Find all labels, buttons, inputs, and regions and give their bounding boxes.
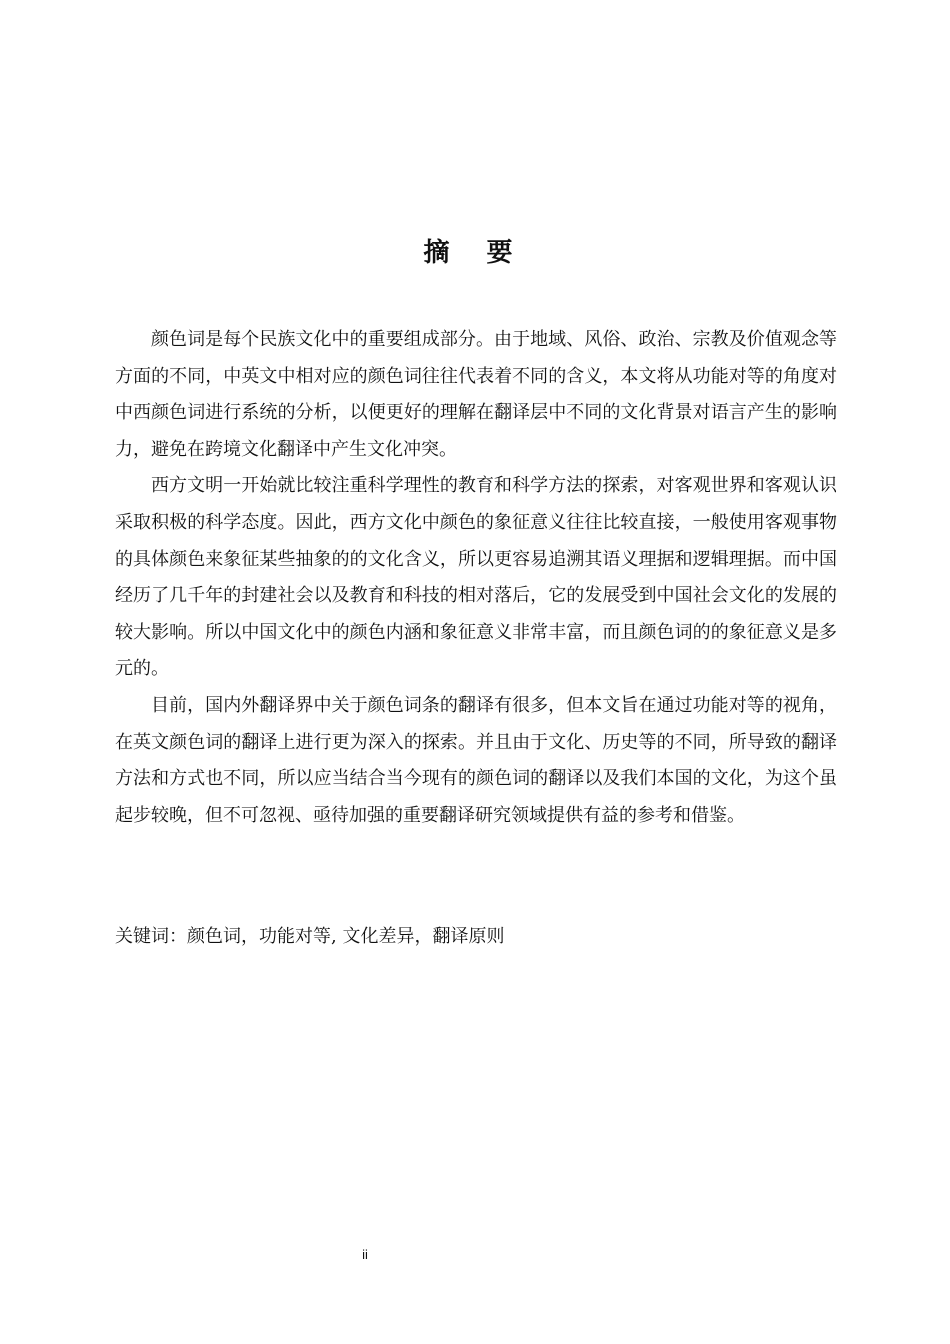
keywords-line: 关键词：颜色词，功能对等, 文化差异，翻译原则	[115, 926, 505, 947]
abstract-paragraph: 颜色词是每个民族文化中的重要组成部分。由于地域、风俗、政治、宗教及价值观念等方面的不同，中英文中相对应的颜色词往往代表着不同的含义，本文将从功能对等的角度对中西颜色词进行系统的分析，以便更好的理解在翻译层中不同的文化背景对语言产生的影响力，避免在跨境文化翻译中产生文化冲突。	[115, 329, 837, 460]
abstract-paragraph: 西方文明一开始就比较注重科学理性的教育和科学方法的探索，对客观世界和客观认识采取积极的科学态度。因此，西方文化中颜色的象征意义往往比较直接，一般使用客观事物的具体颜色来象征某些抽象的的文化含义，所以更容易追溯其语义理据和逻辑理据。而中国经历了几千年的封建社会以及教育和科技的相对落后，它的发展受到中国社会文化的发展的较大影响。所以中国文化中的颜色内涵和象征意义非常丰富，而且颜色词的的象征意义是多元的。	[115, 475, 837, 680]
abstract-paragraph: 目前，国内外翻译界中关于颜色词条的翻译有很多，但本文旨在通过功能对等的视角，在英文颜色词的翻译上进行更为深入的探索。并且由于文化、历史等的不同，所导致的翻译方法和方式也不同，所以应当结合当今现有的颜色词的翻译以及我们本国的文化，为这个虽起步较晚，但不可忽视、亟待加强的重要翻译研究领域提供有益的参考和借鉴。	[115, 694, 837, 826]
abstract-body	[115, 322, 837, 834]
page-number: ii	[362, 1247, 368, 1262]
page-title: 摘 要	[423, 238, 527, 269]
